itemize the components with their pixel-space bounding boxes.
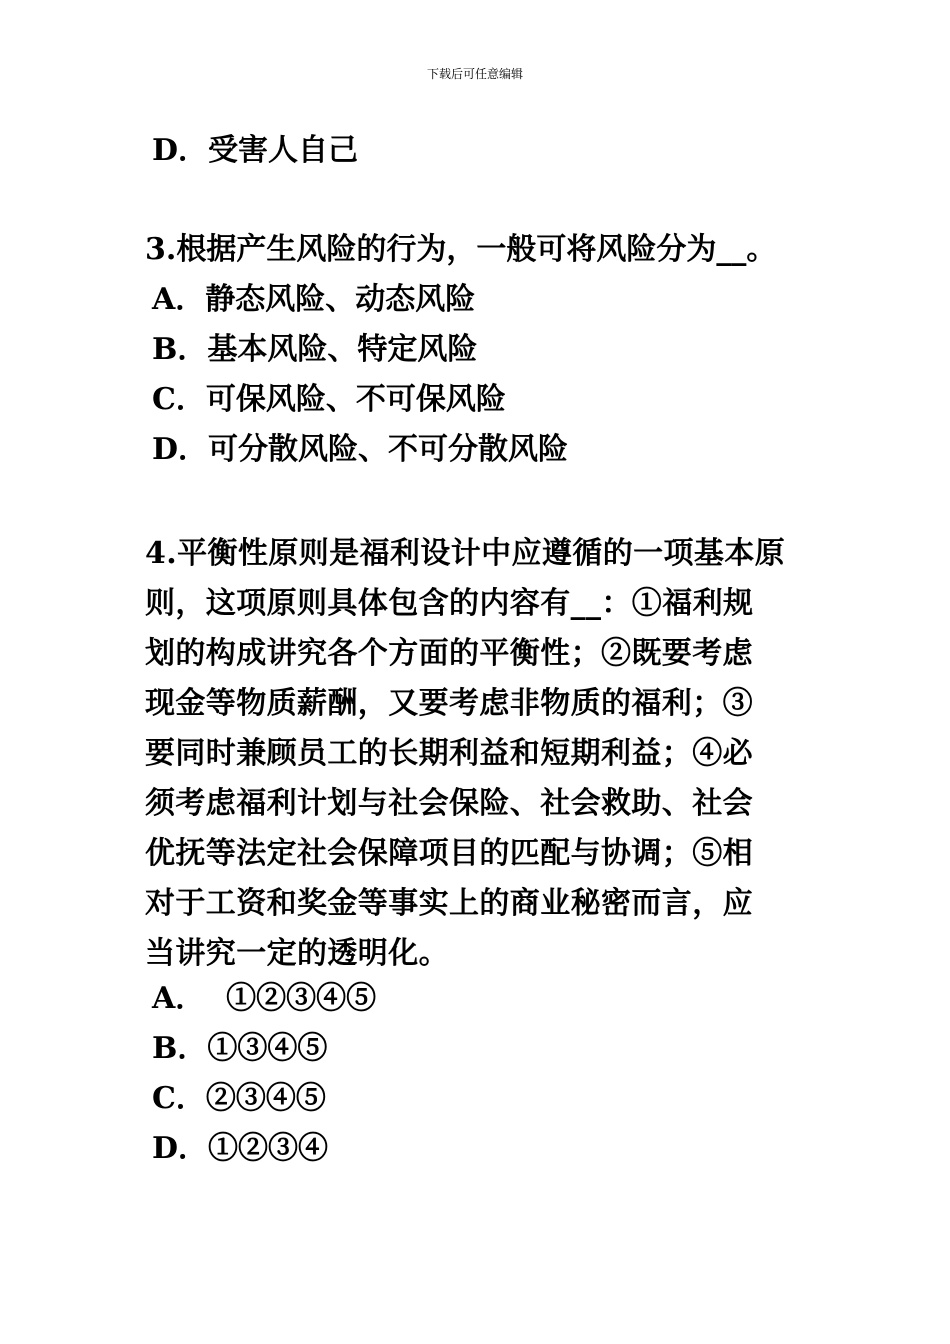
q3-option-a: A．静态风险、动态风险	[152, 282, 476, 317]
q4-question-line: 则，这项原则具体包含的内容有__：①福利规	[145, 586, 754, 621]
q4-question	[145, 529, 810, 979]
q4-option-d: D．①②③④	[152, 1131, 329, 1166]
q4-question-line: 现金等物质薪酬，又要考虑非物质的福利；③	[145, 686, 753, 721]
q4-question-line: 对于工资和奖金等事实上的商业秘密而言，应	[145, 886, 753, 921]
page-header: 下载后可任意编辑	[426, 67, 523, 81]
q3-option-d: D．可分散风险、不可分散风险	[152, 432, 569, 467]
q4-question-line: 须考虑福利计划与社会保险、社会救助、社会	[145, 786, 753, 821]
q4-question-line: 优抚等法定社会保障项目的匹配与协调；⑤相	[145, 836, 753, 871]
q3-option-c: C．可保风险、不可保风险	[152, 382, 506, 417]
q2-option-d: D．受害人自己	[152, 133, 359, 168]
q4-question-line: 要同时兼顾员工的长期利益和短期利益；④必	[145, 736, 753, 771]
q4-option-a: A． ①②③④⑤	[152, 981, 377, 1016]
q4-option-c: C．②③④⑤	[152, 1081, 326, 1116]
q4-option-b: B．①③④⑤	[152, 1031, 328, 1066]
q4-question-line: 当讲究一定的透明化。	[145, 936, 449, 971]
q4-question-line: 4.平衡性原则是福利设计中应遵循的一项基本原	[145, 536, 786, 571]
q3-question: 3.根据产生风险的行为，一般可将风险分为__。	[145, 232, 777, 267]
q4-question-line: 划的构成讲究各个方面的平衡性；②既要考虑	[145, 636, 753, 671]
q3-option-b: B．基本风险、特定风险	[152, 332, 478, 367]
